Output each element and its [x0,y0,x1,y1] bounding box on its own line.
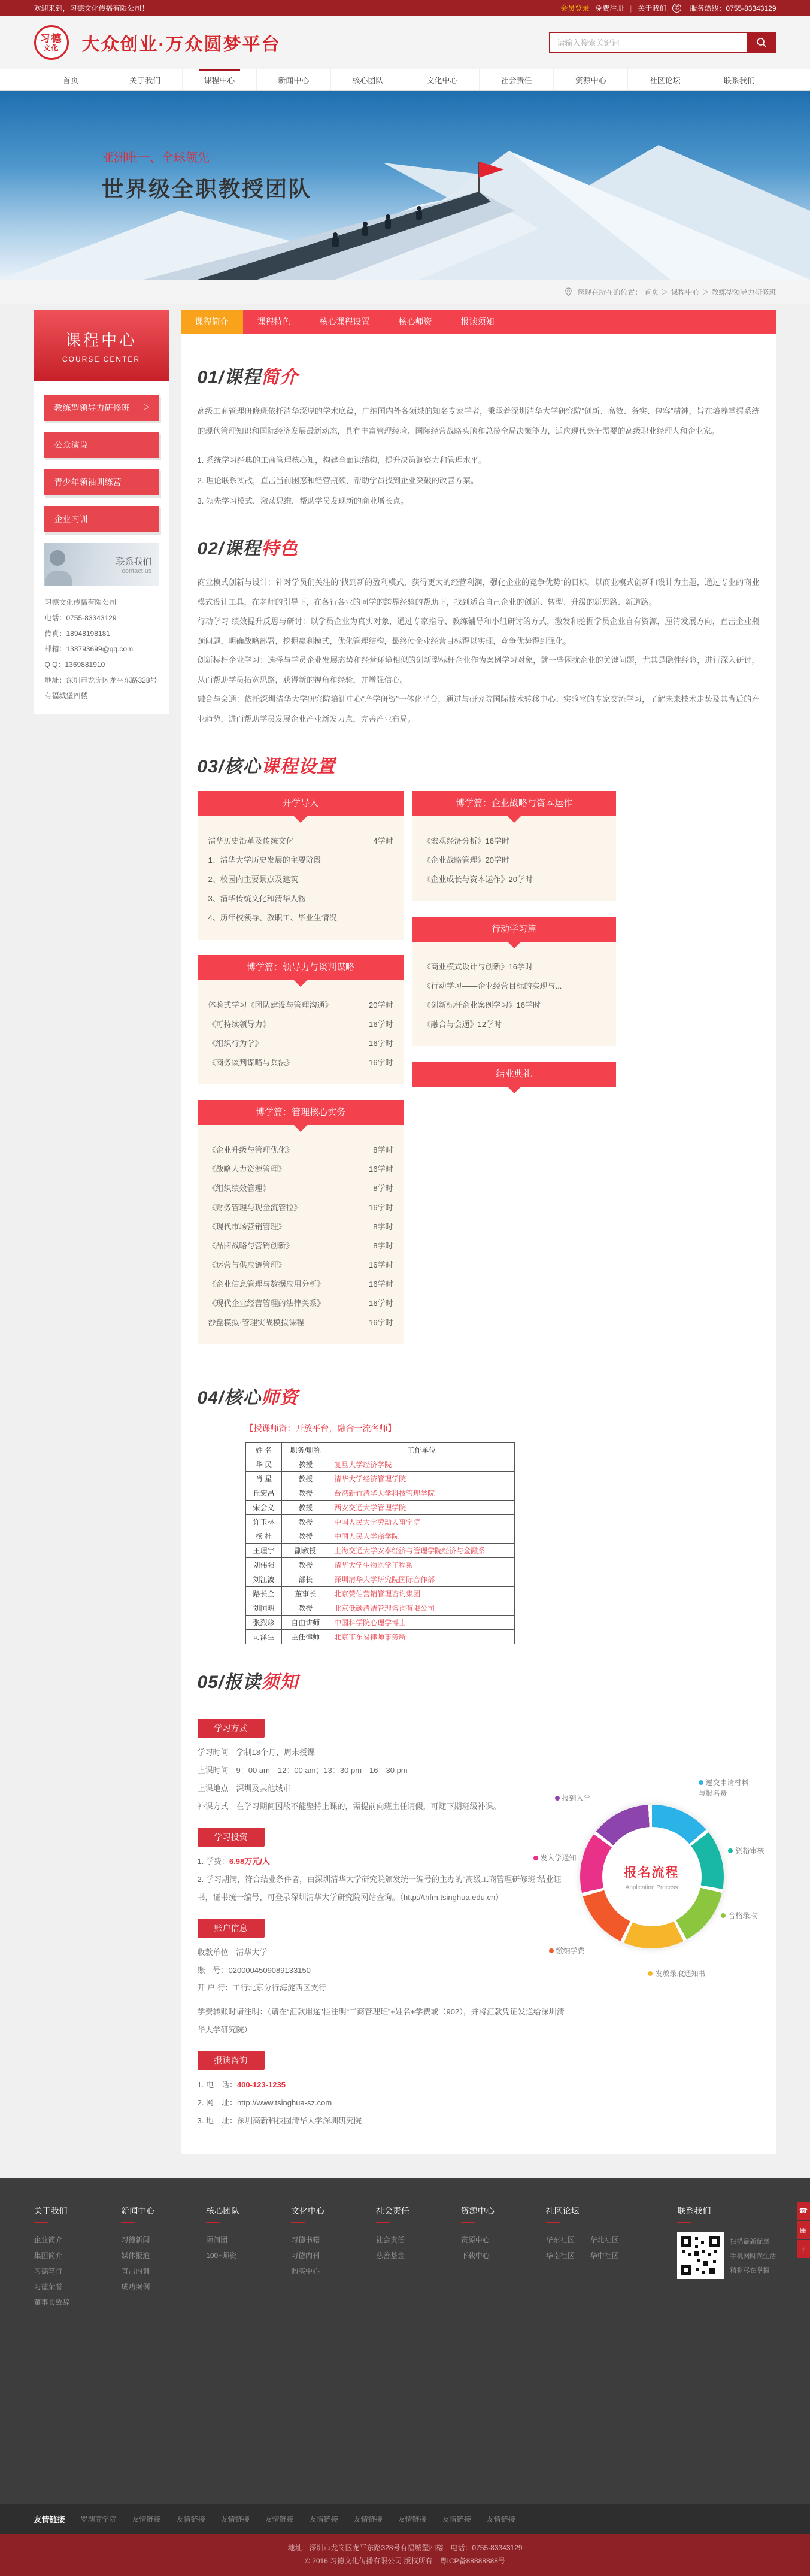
study-line: 上课时间：9：00 am—12：00 am；13：30 pm—16：30 pm [197,1766,408,1775]
faculty-note: 【授课师资：开放平台，融合一流名师】 [245,1423,396,1434]
sidebar-header [34,310,169,381]
course-name: 4、历年校领导、教职工、毕业生情况 [208,913,337,923]
nav-item-resources[interactable]: 资源中心 [553,69,627,90]
section-accent: 简介 [261,368,299,387]
widget-qr-icon[interactable]: ▦ [797,2221,810,2239]
section-title-features [198,534,760,560]
faculty-col-title: 职务/职称 [282,1443,329,1457]
account-line: 收款单位：清华大学 [197,1947,268,1957]
footer-link[interactable]: 直击内训 [121,2266,150,2275]
table-row: 肖 星 教授 清华大学经济管理学院 [245,1472,514,1486]
course-name: 《企业升级与管理优化》 [208,1145,294,1155]
footer-link[interactable]: 顾问团 [206,2235,228,2244]
course-name: 《企业成长与资本运作》20学时 [423,875,533,884]
friend-link[interactable]: 友情链接 [486,2515,515,2524]
topbar-separator: | [630,4,632,13]
welcome-text: 欢迎来到，习德文化传播有限公司！ [34,4,149,13]
course-hours: 16学时 [369,1203,393,1213]
faculty-unit-link[interactable]: 上海交通大学安泰经济与管理学院经济与金融系 [329,1544,514,1558]
course-block-action-learning [412,917,616,1046]
intro-point: 3. 领先学习模式，激荡思维，帮助学员发现新的商业增长点。 [197,496,408,505]
tuition-line [198,1853,569,1871]
friend-links-label: 友情链接 [34,2515,65,2525]
section-number: 02/课程 [197,539,262,559]
footer-link[interactable]: 集团简介 [34,2251,63,2260]
friend-link[interactable]: 友情链接 [442,2515,471,2524]
contact-banner [44,543,159,586]
contact-fax: 传真：18948198181 [44,629,110,638]
contact-email: 邮箱：138793699@qq.com [44,645,134,653]
copyright-bar [0,2534,810,2576]
footer-col-title: 关于我们 [34,2205,70,2223]
feature-paragraph: 融合与会通：依托深圳清华大学研究院培训中心“产学研资”一体化平台，通过与研究院国际技术转移中心、实验室的专家交流学习，了解未来技术走势及其背后的产业趋势，进而帮助学员发展企业产业新发力点，完善产业布局。 [197,695,760,723]
contact-qq: Q Q：1369881910 [44,660,105,669]
phone-icon: ✆ [672,4,681,13]
table-row: 华 民 教授 复旦大学经济学院 [245,1457,514,1472]
sidebar [34,310,169,714]
hero-subtitle: 亚洲唯一、全球领先 [102,151,210,165]
course-hours: 16学时 [369,1039,393,1048]
contact-info [44,586,159,704]
faculty-unit-link[interactable]: 深圳清华大学研究院国际合作部 [329,1572,514,1587]
course-name: 《组织绩效管理》 [208,1184,271,1193]
footer-link[interactable]: 购买中心 [291,2266,320,2275]
consult-phone-line [198,2076,569,2094]
footer-link[interactable]: 下载中心 [460,2251,490,2260]
sidebar-item-label: 教练型领导力研修班 [54,403,130,413]
register-link[interactable]: 免费注册 [595,4,624,13]
nav-item-home[interactable]: 首页 [63,76,79,85]
about-us-link[interactable]: 关于我们 [638,4,667,13]
breadcrumb-current: 教练型领导力研修班 [711,287,776,296]
footer-link[interactable]: 习德书籍 [291,2235,320,2244]
brand-slogan: 大众创业·万众圆梦平台 [81,35,281,54]
footer-col-culture [291,2205,324,2310]
footer-link[interactable]: 董事长致辞 [34,2298,70,2307]
friend-link[interactable]: 罗湖商学院 [80,2515,117,2524]
course-name: 《行动学习——企业经营目标的实现与... [423,981,562,991]
footer-link[interactable]: 成功案例 [121,2282,150,2291]
faculty-unit-link[interactable]: 北京低碳清洁管理咨询有限公司 [329,1601,514,1616]
friend-link[interactable]: 友情链接 [132,2515,161,2524]
course-hours: 16学时 [369,1260,393,1270]
search-bar [549,32,776,53]
process-step: 递交申请材料与报名费 [698,1778,749,1798]
intro-paragraph: 高级工商管理研修班依托清华深厚的学术底蕴，广纳国内外各领域的知名专家学者，秉承着深圳清华大学研究院“创新、高效、务实、包容”精神，旨在培养掌握系统的现代管理知识和国际经济发展最新动态，具有丰富管理经验、国际经营战略头脑和总揽全局决策能力，适应现代竞争需要的高级职业经理人和企业家。 [197,407,760,435]
course-name: 《商务谈判谋略与兵法》 [208,1058,294,1068]
account-badge: 账户信息 [198,1919,265,1938]
course-block-strategy [412,791,616,901]
course-block-title: 博学篇：企业战略与资本运作 [412,791,616,816]
course-name: 《品牌战略与营销创新》 [208,1241,294,1251]
feature-paragraph: 创新标杆企业学习：选择与学员企业发展态势和经营环境相似的创新型标杆企业作为案例学习对象，就一些困扰企业的关键问题，尤其是隐性经验，进行深入研讨，从而帮助学员拓宽思路，获得新的视角和经验，并增强信心。 [197,656,760,684]
course-name: 1、清华大学历史发展的主要阶段 [208,856,321,865]
section-title-intro [198,362,760,389]
course-name: 《财务管理与现金流管控》 [208,1203,302,1213]
table-row: 许玉林 教授 中国人民大学劳动人事学院 [245,1515,514,1529]
course-hours: 16学时 [369,1058,393,1068]
faculty-col-unit: 工作单位 [329,1443,514,1457]
section-title-enrollment [198,1667,760,1693]
course-block-leadership [198,955,404,1084]
process-step: 缴纳学费 [549,1945,585,1956]
course-name: 《创新标杆企业案例学习》16学时 [423,1001,541,1010]
footer-col-team [206,2205,239,2310]
footer-col-title: 文化中心 [291,2205,324,2223]
course-name: 《现代市场营销管理》 [208,1222,286,1232]
chevron-right-icon: ＞ [142,403,151,413]
table-row: 丘宏昌 教授 台湾新竹清华大学科技管理学院 [245,1486,514,1501]
process-step: 报到入学 [555,1793,591,1803]
sidebar-item-youth-camp[interactable] [44,469,159,495]
table-row: 路长全 董事长 北京赞伯营销管理咨询集团 [245,1587,514,1601]
breadcrumb-prefix: 您现在所在的位置： [577,287,642,296]
faculty-unit-link[interactable]: 北京市东易律师事务所 [329,1630,514,1644]
site-header [0,16,810,69]
sidebar-item-label: 青少年领袖训练营 [54,477,122,487]
course-block-title: 结业典礼 [412,1062,616,1087]
course-name: 清华历史沿革及传统文化 [208,837,294,846]
main-nav [0,69,810,91]
location-pin-icon [565,287,572,296]
widget-backtop-icon[interactable]: ↑ [797,2240,810,2258]
intro-point: 2. 理论联系实战，直击当前困惑和经营瓶颈，帮助学员找到企业突破的改善方案。 [197,475,478,485]
footer-col-title: 资源中心 [461,2205,495,2223]
footer-col-responsibility [376,2205,409,2310]
process-center-title: 报名流程 [624,1865,679,1880]
sidebar-item-coach-leadership[interactable] [44,395,159,421]
footer-link[interactable]: 习德内刊 [291,2251,320,2260]
course-block-title: 行动学习篇 [412,917,616,942]
friend-links-bar [0,2504,810,2534]
process-ring [580,1805,724,1948]
feature-paragraph: 行动学习-绩效提升反思与研讨：以学员企业为真实对象，通过专家指导、教练辅导和小组研讨的方式，激发和挖掘学员企业自有资源，厘清发展方向，直击企业瓶颈问题，明确战略部署，挖掘赢利模式，优化管理结构，最终使企业经营目标得以实现，竞争优势得到强化。 [197,617,760,645]
course-name: 沙盘模拟·管理实战模拟课程 [208,1318,304,1328]
course-name: 《企业信息管理与数据应用分析》 [208,1280,325,1289]
course-hours: 4学时 [373,837,393,846]
floating-widget [797,2202,810,2259]
course-name: 《宏观经济分析》16学时 [423,837,509,846]
logo-text: 习德 [40,32,63,44]
section-accent: 师资 [261,1388,299,1408]
nav-item-forum[interactable]: 社区论坛 [627,69,702,90]
process-step: 发放录取通知书 [648,1968,705,1978]
course-name: 《组织行为学》 [208,1039,263,1048]
course-name: 《融合与会通》12学时 [423,1020,502,1029]
application-process-diagram [540,1769,765,1984]
copyright-line: © 2016 习德文化传播有限公司 版权所有 粤ICP备88888888号 [305,2556,505,2565]
breadcrumb-bar [0,280,810,304]
friend-link[interactable]: 友情链接 [398,2515,427,2524]
table-row: 张烈珍 自由讲师 中国科学院心理学博士 [245,1616,514,1630]
table-row: 刘国明 教授 北京低碳清洁管理咨询有限公司 [245,1601,514,1616]
course-hours: 16学时 [369,1020,393,1029]
footer-link[interactable]: 习德新闻 [121,2235,150,2244]
table-row: 刘伟强 教授 清华大学生物医学工程系 [245,1558,514,1572]
account-line: 账 号：0200004509089133150 [197,1965,311,1975]
course-hours: 8学时 [373,1184,393,1193]
section-accent: 课程设置 [261,757,336,777]
tuition-badge: 学习投资 [198,1828,265,1847]
footer-col-contact [677,2205,776,2310]
section-title-faculty [198,1383,760,1409]
section-number: 05/报读 [197,1672,262,1693]
section-number: 03/核心 [197,757,262,777]
faculty-unit-link[interactable]: 西安交通大学管理学院 [329,1501,514,1515]
consult-label: 1. 电 话： [197,2080,237,2090]
qr-caption: 手机网时尚生活 [730,2252,776,2260]
qr-code [677,2232,724,2279]
footer-col-resources [461,2205,495,2310]
footer-col-news [121,2205,154,2310]
course-name: 3、清华传统文化和清华人物 [208,894,306,904]
course-hours: 16学时 [369,1318,393,1328]
address-line: 地址：深圳市龙岗区龙平东路328号有福城堡四楼 电话：0755-83343129 [287,2543,523,2552]
hero-title: 世界级全职教授团队 [102,177,313,201]
section-number: 01/课程 [197,368,262,387]
footer-link[interactable]: 资源中心 [460,2235,490,2244]
breadcrumb-separator: ＞ [702,287,709,296]
tuition-amount: 6.98万元/人 [229,1856,270,1866]
feature-paragraph: 商业模式创新与设计：针对学员们关注的“找到新的盈利模式，获得更大的经营利润，强化企业的竞争优势”的目标，以商业模式创新和设计为主题，通过专业的商业模式设计工具，在老师的引导下，在各行各业的同学的跨界经验的帮助下，找到适合自己企业的创新、转型、升级的新思路、新道路。 [197,578,760,607]
footer-col-title: 核心团队 [206,2205,239,2223]
footer-col-forum [546,2205,626,2310]
consult-badge: 报读咨询 [198,2051,265,2070]
breadcrumb-separator: ＞ [661,287,669,296]
faculty-table [245,1442,515,1644]
section-accent: 特色 [261,539,299,559]
breadcrumb-courses[interactable]: 课程中心 [671,287,700,296]
search-button[interactable] [747,32,776,53]
study-line: 补课方式：在学习期间因故不能坚持上课的，需提前向班主任请假，可随下期班级补课。 [197,1802,501,1811]
member-login-link[interactable]: 会员登录 [560,4,590,13]
contact-company: 习德文化传播有限公司 [44,598,117,607]
footer-col-title: 社区论坛 [546,2205,626,2223]
course-hours: 8学时 [373,1222,393,1232]
hotline-text: 服务热线：0755-83343129 [690,4,776,13]
main-content [181,310,776,2154]
faculty-unit-link[interactable]: 中国科学院心理学博士 [329,1616,514,1630]
logo-text-2: 文化 [43,43,59,52]
footer-link[interactable]: 100+师资 [206,2251,237,2260]
footer-link[interactable]: 企业简介 [34,2235,63,2244]
account-note: 学费转账时请注明：（请在“汇款用途”栏注明“工商管理班”+姓名+学费或（902），并将汇款凭证发送给深圳清华大学研究院） [197,2007,565,2035]
breadcrumb-home[interactable]: 首页 [644,287,659,296]
certificate-line: 2. 学习期满，符合结业条件者，由深圳清华大学研究院颁发统一编号的主办的“高级工商管理研修班”结业证书，证书统一编号，可登录深圳清华大学研究院网站查询。（http://thfm.tsinghua.edu.cn） [197,1874,562,1902]
nav-item-courses[interactable]: 课程中心 [182,69,256,90]
tab-course-features[interactable]: 课程特色 [257,317,291,326]
course-name: 2、校园内主要景点及建筑 [208,875,298,884]
footer-link[interactable]: 华南社区 [545,2251,575,2260]
section-accent: 须知 [261,1672,299,1693]
sidebar-subtitle: COURSE CENTER [62,354,140,363]
footer-link[interactable]: 华北社区 [590,2235,619,2244]
consult-phone: 400-123-1235 [236,2080,286,2090]
sidebar-item-public-speaking[interactable] [44,432,159,458]
process-step: 发入学通知 [533,1853,577,1863]
contact-address: 地址：深圳市龙岗区龙平东路328号有福城堡四楼 [44,676,157,700]
course-name: 《企业战略管理》20学时 [423,856,509,865]
footer-col-title: 联系我们 [677,2205,776,2223]
footer-col-about [34,2205,70,2310]
process-center-subtitle: Application Process [625,1884,678,1891]
faculty-unit-link[interactable]: 清华大学经济管理学院 [329,1472,514,1486]
footer-link[interactable]: 慈善基金 [375,2251,405,2260]
widget-phone-icon[interactable]: ☎ [797,2202,810,2220]
footer [0,2178,810,2504]
course-name: 《可持续领导力》 [208,1020,271,1029]
tab-faculty[interactable]: 核心师资 [398,317,432,326]
course-hours: 20学时 [369,1001,393,1010]
course-name: 《运营与供应链管理》 [208,1260,286,1270]
process-step: 合格录取 [721,1910,757,1920]
faculty-col-name: 姓 名 [245,1443,282,1457]
section-title-setup [198,751,760,778]
consult-web-line: 2. 网 址：http://www.tsinghua-sz.com [197,2098,332,2107]
account-line: 开 户 行：工行北京分行海淀西区支行 [197,1983,326,1993]
tuition-label: 1. 学费： [197,1856,229,1866]
course-block-graduation [412,1062,616,1087]
course-hours: 8学时 [373,1145,393,1155]
faculty-unit-link[interactable]: 清华大学生物医学工程系 [329,1558,514,1572]
friend-link[interactable]: 友情链接 [353,2515,383,2524]
sidebar-title: 课程中心 [65,331,137,349]
friend-link[interactable]: 友情链接 [176,2515,205,2524]
section-number: 04/核心 [197,1388,262,1408]
course-tabs [181,310,776,334]
nav-item-news[interactable]: 新闻中心 [256,69,330,90]
course-hours: 8学时 [373,1241,393,1251]
table-row: 杨 杜 教授 中国人民大学商学院 [245,1529,514,1544]
sidebar-item-label: 公众演说 [54,440,88,450]
course-hours: 16学时 [369,1280,393,1289]
friend-link[interactable]: 友情链接 [265,2515,294,2524]
faculty-unit-link[interactable]: 北京赞伯营销管理咨询集团 [329,1587,514,1601]
table-row: 司泽生 主任律师 北京市东易律师事务所 [245,1630,514,1644]
friend-link[interactable]: 友情链接 [309,2515,338,2524]
course-name: 体验式学习《团队建设与管理沟通》 [208,1001,333,1010]
nav-item-about[interactable]: 关于我们 [108,69,182,90]
table-row: 王理宇 副教授 上海交通大学安泰经济与管理学院经济与金融系 [245,1544,514,1558]
tab-course-intro[interactable]: 课程简介 [181,310,243,334]
nav-item-responsibility[interactable]: 社会责任 [479,69,553,90]
footer-link[interactable]: 习德荣誉 [34,2282,63,2291]
tab-enrollment[interactable]: 报读须知 [460,317,495,326]
study-mode-badge: 学习方式 [198,1719,265,1738]
course-hours: 16学时 [369,1299,393,1308]
table-row: 宋会义 教授 西安交通大学管理学院 [245,1501,514,1515]
footer-link[interactable]: 华中社区 [590,2251,619,2260]
hero-banner [0,91,810,280]
footer-col-title: 新闻中心 [121,2205,154,2223]
footer-link[interactable]: 华东社区 [545,2235,575,2244]
course-block-title: 博学篇：管理核心实务 [198,1100,404,1125]
sidebar-item-label: 企业内训 [54,514,88,524]
intro-point: 1. 系统学习经典的工商管理核心知，构建全面识结构，提升决策洞察力和管理水平。 [197,456,486,465]
course-block-title: 开学导入 [198,791,404,816]
study-line: 学习时间：学制18个月，周末授课 [197,1748,315,1757]
footer-col-title: 社会责任 [376,2205,409,2223]
top-utility-bar [0,0,810,16]
qr-caption: 扫描最新优惠 [730,2238,770,2245]
search-input[interactable] [549,32,747,53]
consult-address-line: 3. 地 址：深圳高新科技园清华大学深圳研究院 [197,2116,362,2125]
process-step: 资格审核 [728,1845,764,1856]
contact-banner-title: 联系我们 [116,556,152,567]
table-row: 刘江波 部长 深圳清华大学研究院国际合作部 [245,1572,514,1587]
friend-link[interactable]: 友情链接 [220,2515,250,2524]
nav-item-culture[interactable]: 文化中心 [405,69,479,90]
contact-banner-subtitle: contact us [122,567,152,575]
nav-item-contact[interactable]: 联系我们 [702,69,776,90]
study-line: 上课地点：深圳及其他城市 [197,1784,291,1793]
qr-caption: 精彩尽在掌握 [730,2266,770,2274]
course-block-management [198,1100,404,1344]
course-block-opening [198,791,404,940]
nav-item-team[interactable]: 核心团队 [330,69,405,90]
footer-link[interactable]: 习德笃行 [34,2266,63,2275]
company-logo[interactable] [34,25,69,60]
search-icon [756,37,767,49]
course-name: 《商业模式设计与创新》16学时 [423,962,533,972]
sidebar-item-corporate-training[interactable] [44,506,159,532]
course-name: 《现代企业经营管理的法律关系》 [208,1299,325,1308]
contact-phone: 电话：0755-83343129 [44,614,117,622]
course-name: 《战略人力资源管理》 [208,1165,286,1174]
footer-link[interactable]: 媒体报道 [121,2251,150,2260]
faculty-unit-link[interactable]: 中国人民大学商学院 [329,1529,514,1544]
course-block-title: 博学篇：领导力与谈判谋略 [198,955,404,980]
faculty-unit-link[interactable]: 复旦大学经济学院 [329,1457,514,1472]
footer-link[interactable]: 社会责任 [375,2235,405,2244]
faculty-unit-link[interactable]: 台湾新竹清华大学科技管理学院 [329,1486,514,1501]
tab-course-setup[interactable]: 核心课程设置 [319,317,370,326]
course-hours: 16学时 [369,1165,393,1174]
faculty-unit-link[interactable]: 中国人民大学劳动人事学院 [329,1515,514,1529]
